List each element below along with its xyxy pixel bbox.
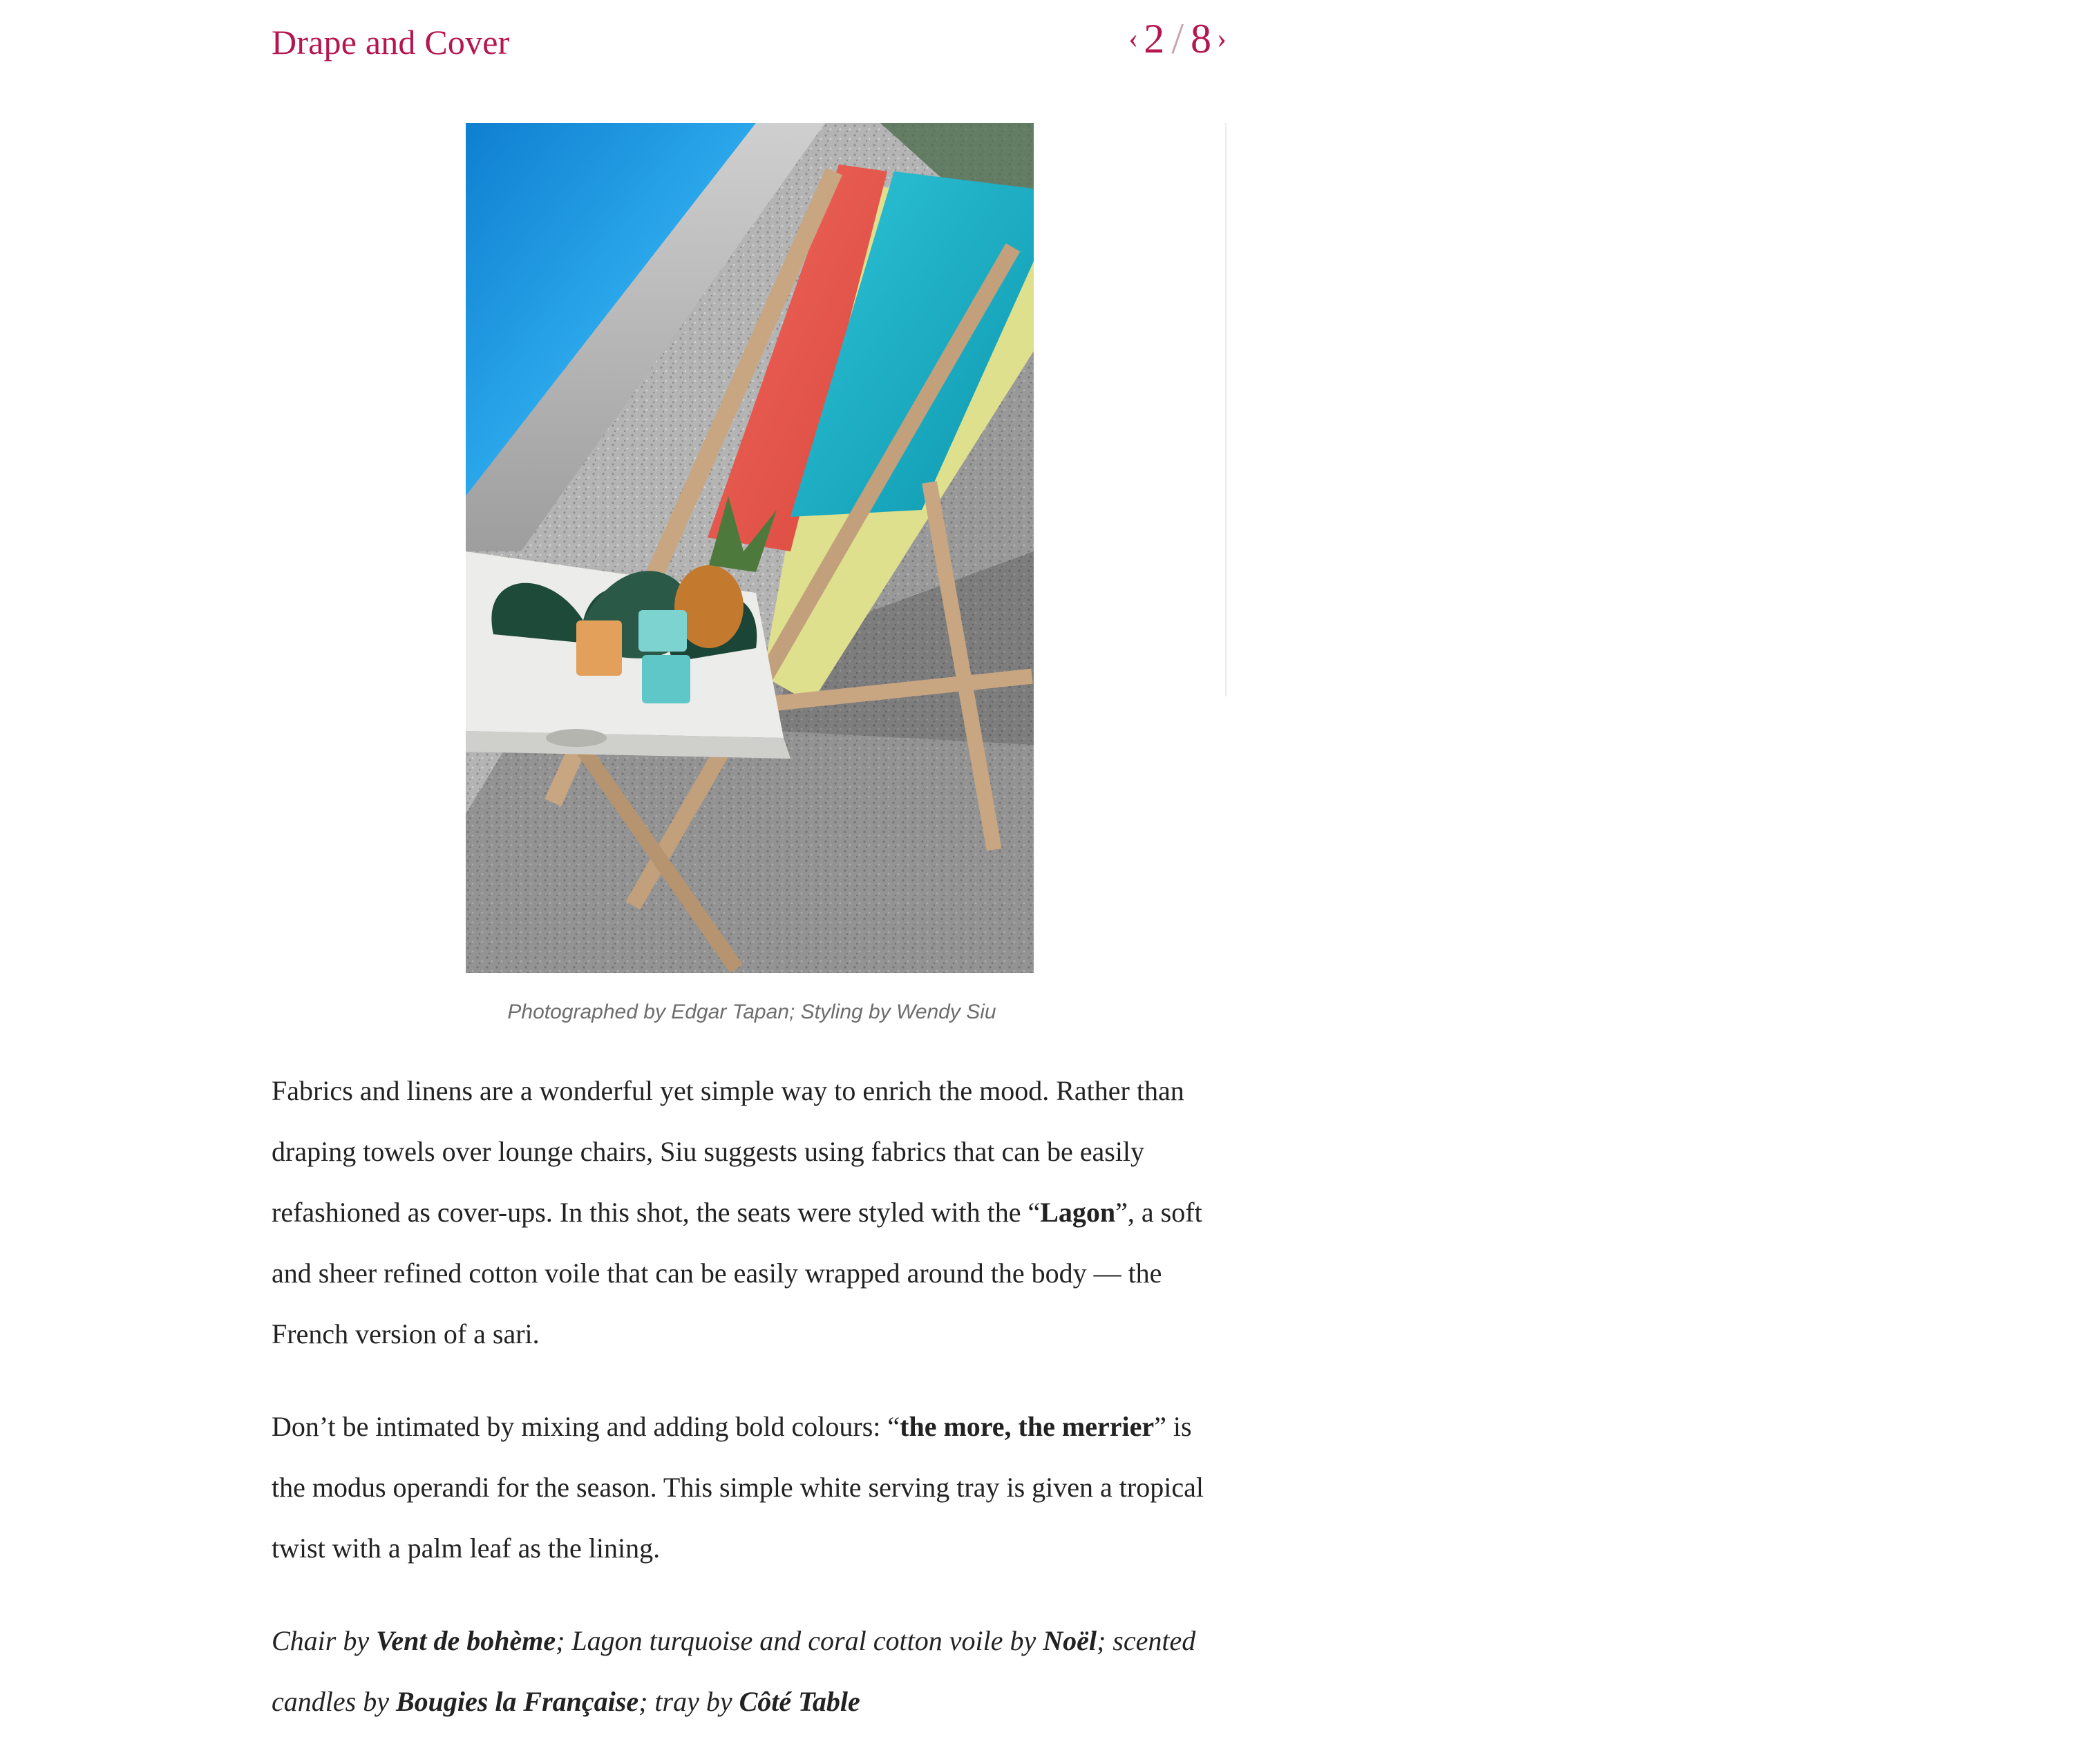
paragraph-colours: [272, 1396, 1232, 1579]
article-body: [272, 1061, 1232, 1764]
paragraph-text: Don’t be intimated by mixing and adding bold colours: “: [272, 1411, 900, 1442]
product-credits: [272, 1611, 1232, 1732]
vertical-divider: [1225, 123, 1227, 696]
slide-photo: [466, 123, 1034, 973]
credit-brand: Bougies la Française: [395, 1686, 639, 1717]
paragraph-text: ”, a soft and sheer refined cotton voile that can be easily wrapped around the body — the French version of a sari.: [272, 1197, 1202, 1349]
prev-slide-button[interactable]: ‹: [1128, 23, 1139, 55]
credit-text: ; tray by: [638, 1686, 739, 1717]
quote-bold: the more, the merrier: [900, 1411, 1155, 1442]
current-slide-number: 2: [1144, 16, 1165, 61]
credit-text: Chair by: [272, 1625, 377, 1656]
credit-brand: Vent de bohème: [376, 1625, 556, 1656]
pager-separator: /: [1171, 14, 1184, 63]
credit-brand: Côté Table: [739, 1686, 860, 1717]
credit-brand: Noël: [1043, 1625, 1097, 1656]
next-slide-button[interactable]: ›: [1217, 23, 1227, 55]
paragraph-text: Fabrics and linens are a wonderful yet simple way to enrich the mood. Rather than draping towels over lounge chairs, Siu suggests using fabrics that can be easily refashioned as cover-ups. In this shot, the seats were styled with the “: [272, 1075, 1184, 1228]
photo-caption: Photographed by Edgar Tapan; Styling by Wendy Siu: [507, 1000, 996, 1023]
slide-pager: [1123, 14, 1232, 63]
total-slides-number: 8: [1191, 16, 1211, 61]
product-name-lagon: Lagon: [1040, 1197, 1116, 1228]
paragraph-fabrics: [272, 1061, 1232, 1365]
credit-text: ; scented candles by: [272, 1625, 1196, 1717]
deckchair-photo: [466, 123, 1034, 973]
credit-text: ; Lagon turquoise and coral cotton voile by: [556, 1625, 1043, 1656]
slide-title: Drape and Cover: [272, 23, 510, 61]
paragraph-text: ” is the modus operandi for the season. This simple white serving tray is given a tropical twist with a palm leaf as the lining.: [272, 1411, 1204, 1564]
slide-header: [272, 15, 1232, 77]
